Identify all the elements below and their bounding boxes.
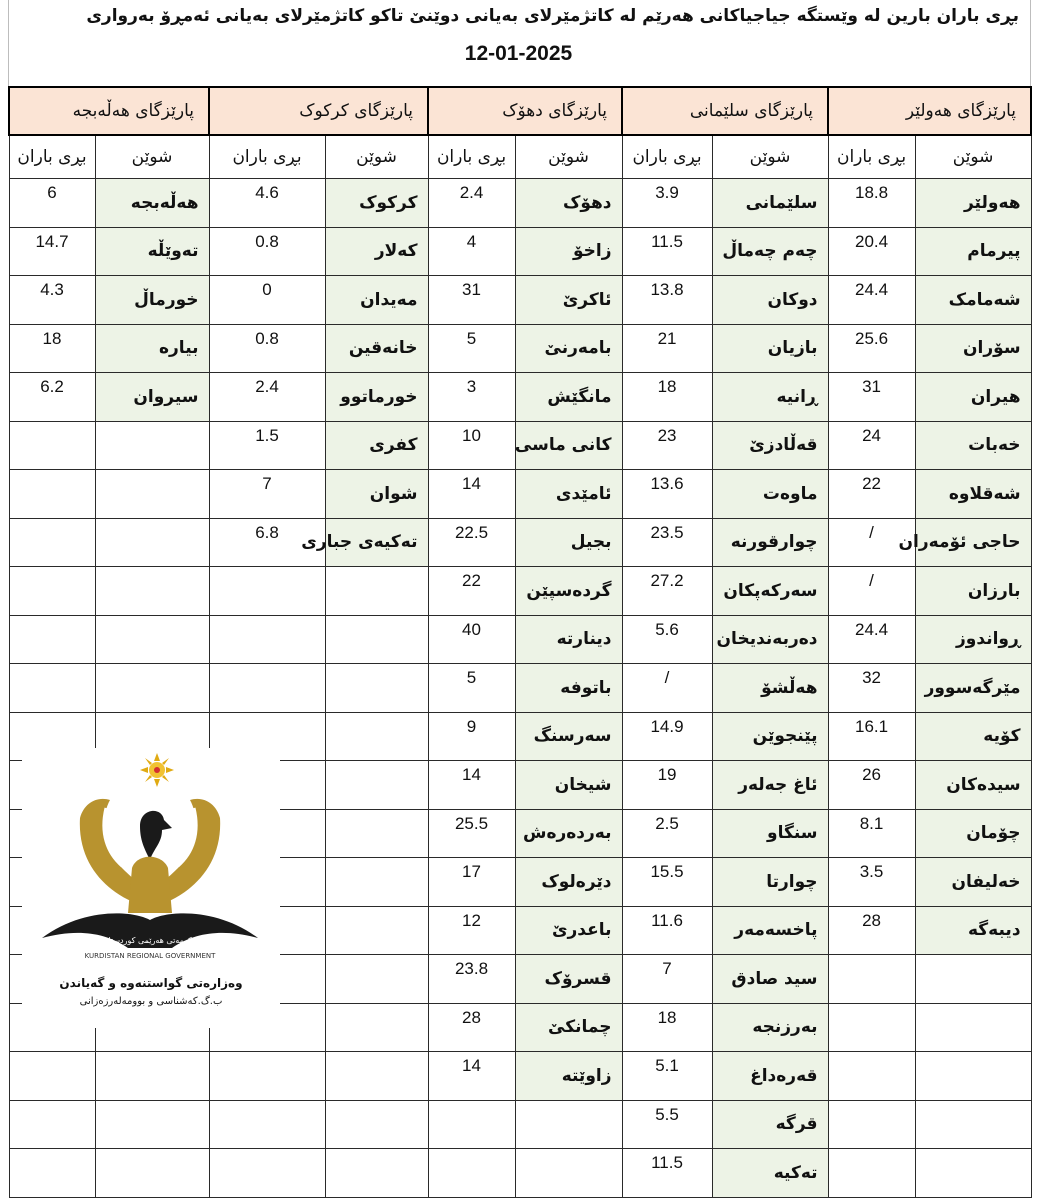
rainfall-value: 15.5 bbox=[622, 858, 712, 907]
empty-cell bbox=[95, 664, 209, 713]
station-name: چوارتا bbox=[712, 858, 828, 907]
empty-cell bbox=[325, 809, 428, 858]
rainfall-value: 28 bbox=[428, 1003, 515, 1052]
empty-cell bbox=[915, 1100, 1031, 1149]
empty-cell bbox=[915, 1149, 1031, 1198]
rainfall-value: / bbox=[828, 567, 915, 616]
station-name: زاخۆ bbox=[515, 227, 622, 276]
empty-cell bbox=[209, 1052, 325, 1101]
station-name: دێرەلوک bbox=[515, 858, 622, 907]
empty-cell bbox=[209, 1149, 325, 1198]
rainfall-value: 3 bbox=[428, 373, 515, 422]
station-name: سیدەکان bbox=[915, 761, 1031, 810]
empty-cell bbox=[95, 1100, 209, 1149]
empty-cell bbox=[828, 1003, 915, 1052]
rainfall-value: 40 bbox=[428, 615, 515, 664]
rainfall-value: 5 bbox=[428, 664, 515, 713]
rainfall-value: 18 bbox=[622, 373, 712, 422]
station-name: قەڵادزێ bbox=[712, 421, 828, 470]
station-name: تەکیەی جباری bbox=[325, 518, 428, 567]
table-row bbox=[9, 324, 1031, 373]
rainfall-value: 18 bbox=[9, 324, 95, 373]
station-name: باتوفە bbox=[515, 664, 622, 713]
rainfall-value: 12 bbox=[428, 906, 515, 955]
rainfall-value: 0.8 bbox=[209, 324, 325, 373]
station-name: مێرگەسوور bbox=[915, 664, 1031, 713]
station-name: هەڵەبجە bbox=[95, 179, 209, 228]
empty-cell bbox=[95, 470, 209, 519]
empty-cell bbox=[209, 567, 325, 616]
rainfall-value: 22.5 bbox=[428, 518, 515, 567]
province-header: پارێزگای هەڵەبجە bbox=[9, 87, 209, 135]
rainfall-value: 0.8 bbox=[209, 227, 325, 276]
rainfall-value: 32 bbox=[828, 664, 915, 713]
empty-cell bbox=[915, 1052, 1031, 1101]
report-date: 12-01-2025 bbox=[464, 42, 573, 65]
empty-cell bbox=[325, 712, 428, 761]
station-name: گردەسپێن bbox=[515, 567, 622, 616]
station-name: شەمامک bbox=[915, 276, 1031, 325]
table-row bbox=[9, 567, 1031, 616]
rainfall-value: 14.7 bbox=[9, 227, 95, 276]
station-name: کەلار bbox=[325, 227, 428, 276]
rainfall-value: 8.1 bbox=[828, 809, 915, 858]
station-name: دەربەندیخان bbox=[712, 615, 828, 664]
rainfall-value: / bbox=[828, 518, 915, 567]
rainfall-value: 0 bbox=[209, 276, 325, 325]
station-name: تەوێڵە bbox=[95, 227, 209, 276]
rainfall-value: 25.6 bbox=[828, 324, 915, 373]
logo-arc-text-en: KURDISTAN REGIONAL GOVERNMENT bbox=[84, 952, 216, 960]
table-row bbox=[9, 1052, 1031, 1101]
krg-logo bbox=[22, 748, 280, 1028]
amount-column-header: بڕی باران bbox=[9, 135, 95, 179]
rainfall-value: 14 bbox=[428, 470, 515, 519]
rainfall-value: 4.3 bbox=[9, 276, 95, 325]
empty-cell bbox=[828, 955, 915, 1004]
amount-column-header: بڕی باران bbox=[622, 135, 712, 179]
station-name: بامەرنێ bbox=[515, 324, 622, 373]
empty-cell bbox=[828, 1100, 915, 1149]
rainfall-value: 4.6 bbox=[209, 179, 325, 228]
amount-column-header: بڕی باران bbox=[428, 135, 515, 179]
empty-cell bbox=[325, 858, 428, 907]
station-name: خورماتوو bbox=[325, 373, 428, 422]
rainfall-table bbox=[8, 86, 1032, 1198]
empty-cell bbox=[325, 906, 428, 955]
empty-cell bbox=[325, 615, 428, 664]
station-name: چۆمان bbox=[915, 809, 1031, 858]
place-column-header: شوێن bbox=[515, 135, 622, 179]
department-name: ب.گ.کەشناسی و بوومەلەرزەزانی bbox=[79, 996, 223, 1007]
station-name: مەیدان bbox=[325, 276, 428, 325]
empty-cell bbox=[9, 1100, 95, 1149]
rainfall-value: 6.8 bbox=[209, 518, 325, 567]
empty-cell bbox=[325, 955, 428, 1004]
empty-cell bbox=[325, 1100, 428, 1149]
rainfall-value: 18 bbox=[622, 1003, 712, 1052]
rainfall-value: 2.4 bbox=[428, 179, 515, 228]
place-column-header: شوێن bbox=[325, 135, 428, 179]
station-name: پێنجوێن bbox=[712, 712, 828, 761]
empty-cell bbox=[9, 421, 95, 470]
station-name: بارزان bbox=[915, 567, 1031, 616]
station-name: حاجی ئۆمەران bbox=[915, 518, 1031, 567]
rainfall-value: 23.8 bbox=[428, 955, 515, 1004]
rainfall-value: 5.1 bbox=[622, 1052, 712, 1101]
station-name: پیرمام bbox=[915, 227, 1031, 276]
empty-cell bbox=[325, 1149, 428, 1198]
station-name: چەم چەماڵ bbox=[712, 227, 828, 276]
province-header: پارێزگای سلێمانی bbox=[622, 87, 828, 135]
rainfall-value: 11.5 bbox=[622, 1149, 712, 1198]
rainfall-value: 6 bbox=[9, 179, 95, 228]
ministry-name: وەزارەتی گواستنەوە و گەیاندن bbox=[59, 976, 243, 990]
empty-cell bbox=[9, 518, 95, 567]
page-title: بڕی باران بارین لە وێستگە جیاجیاکانی هەرێم لە کاتژمێرلای بەیانی دوێنێ تاکو کاتژمێرلای بەیانی ئەمڕۆ بەرواری bbox=[86, 6, 1019, 26]
station-name: خورماڵ bbox=[95, 276, 209, 325]
rainfall-value: 5.6 bbox=[622, 615, 712, 664]
empty-cell bbox=[95, 1052, 209, 1101]
station-name: تەکیە bbox=[712, 1149, 828, 1198]
station-name: دینارتە bbox=[515, 615, 622, 664]
table-row bbox=[9, 470, 1031, 519]
empty-cell bbox=[428, 1149, 515, 1198]
table-row bbox=[9, 615, 1031, 664]
empty-cell bbox=[9, 1052, 95, 1101]
station-name: سەرسنگ bbox=[515, 712, 622, 761]
province-header: پارێزگای کرکوک bbox=[209, 87, 428, 135]
empty-cell bbox=[325, 567, 428, 616]
place-column-header: شوێن bbox=[95, 135, 209, 179]
rainfall-value: / bbox=[622, 664, 712, 713]
rainfall-value: 21 bbox=[622, 324, 712, 373]
empty-cell bbox=[95, 615, 209, 664]
province-header: پارێزگای هەولێر bbox=[828, 87, 1031, 135]
rainfall-value: 22 bbox=[428, 567, 515, 616]
station-name: بجیل bbox=[515, 518, 622, 567]
province-header: پارێزگای دهۆک bbox=[428, 87, 622, 135]
place-column-header: شوێن bbox=[915, 135, 1031, 179]
station-name: بیارە bbox=[95, 324, 209, 373]
station-name: سلێمانی bbox=[712, 179, 828, 228]
rainfall-value: 24.4 bbox=[828, 276, 915, 325]
empty-cell bbox=[828, 1052, 915, 1101]
station-name: چمانکێ bbox=[515, 1003, 622, 1052]
station-name: ئامێدی bbox=[515, 470, 622, 519]
rainfall-value: 14 bbox=[428, 761, 515, 810]
empty-cell bbox=[95, 1149, 209, 1198]
empty-cell bbox=[325, 664, 428, 713]
empty-cell bbox=[209, 1100, 325, 1149]
rainfall-value: 13.8 bbox=[622, 276, 712, 325]
empty-cell bbox=[95, 518, 209, 567]
station-name: سید صادق bbox=[712, 955, 828, 1004]
station-name: پاخسەمەر bbox=[712, 906, 828, 955]
rainfall-value: 17 bbox=[428, 858, 515, 907]
rainfall-value: 11.6 bbox=[622, 906, 712, 955]
rainfall-value: 2.4 bbox=[209, 373, 325, 422]
amount-column-header: بڕی باران bbox=[209, 135, 325, 179]
station-name: خانەقین bbox=[325, 324, 428, 373]
station-name: کفری bbox=[325, 421, 428, 470]
table-row bbox=[9, 373, 1031, 422]
station-name: ئاغ جەلەر bbox=[712, 761, 828, 810]
empty-cell bbox=[325, 1003, 428, 1052]
column-header-row bbox=[9, 135, 1031, 179]
station-name: بەردەرەش bbox=[515, 809, 622, 858]
empty-cell bbox=[9, 567, 95, 616]
station-name: هەولێر bbox=[915, 179, 1031, 228]
station-name: ئاکرێ bbox=[515, 276, 622, 325]
station-name: سنگاو bbox=[712, 809, 828, 858]
empty-cell bbox=[915, 955, 1031, 1004]
station-name: ڕواندوز bbox=[915, 615, 1031, 664]
station-name: مانگێش bbox=[515, 373, 622, 422]
empty-cell bbox=[915, 1003, 1031, 1052]
empty-cell bbox=[515, 1149, 622, 1198]
rainfall-value: 7 bbox=[622, 955, 712, 1004]
rainfall-value: 7 bbox=[209, 470, 325, 519]
rainfall-value: 31 bbox=[828, 373, 915, 422]
rainfall-value: 22 bbox=[828, 470, 915, 519]
rainfall-value: 27.2 bbox=[622, 567, 712, 616]
station-name: ماوەت bbox=[712, 470, 828, 519]
province-header-row bbox=[9, 87, 1031, 135]
empty-cell bbox=[828, 1149, 915, 1198]
station-name: کۆیە bbox=[915, 712, 1031, 761]
rainfall-value: 13.6 bbox=[622, 470, 712, 519]
table-row bbox=[9, 1149, 1031, 1198]
station-name: خەبات bbox=[915, 421, 1031, 470]
station-name: سەرکەپکان bbox=[712, 567, 828, 616]
station-name: دوکان bbox=[712, 276, 828, 325]
rainfall-value: 3.5 bbox=[828, 858, 915, 907]
station-name: هیران bbox=[915, 373, 1031, 422]
station-name: کرکوک bbox=[325, 179, 428, 228]
station-name: باعدرێ bbox=[515, 906, 622, 955]
rainfall-value: 3.9 bbox=[622, 179, 712, 228]
station-name: ڕانیە bbox=[712, 373, 828, 422]
station-name: قرگە bbox=[712, 1100, 828, 1149]
table-row bbox=[9, 664, 1031, 713]
table-row bbox=[9, 227, 1031, 276]
rainfall-value: 24 bbox=[828, 421, 915, 470]
station-name: شەقلاوە bbox=[915, 470, 1031, 519]
table-row bbox=[9, 421, 1031, 470]
empty-cell bbox=[95, 567, 209, 616]
rainfall-value: 24.4 bbox=[828, 615, 915, 664]
empty-cell bbox=[325, 761, 428, 810]
rainfall-value: 2.5 bbox=[622, 809, 712, 858]
station-name: چوارقورنە bbox=[712, 518, 828, 567]
rainfall-value: 31 bbox=[428, 276, 515, 325]
empty-cell bbox=[9, 615, 95, 664]
station-name: زاوێتە bbox=[515, 1052, 622, 1101]
rainfall-value: 20.4 bbox=[828, 227, 915, 276]
station-name: بازیان bbox=[712, 324, 828, 373]
rainfall-value: 14.9 bbox=[622, 712, 712, 761]
rainfall-value: 9 bbox=[428, 712, 515, 761]
rainfall-value: 5.5 bbox=[622, 1100, 712, 1149]
table-row bbox=[9, 179, 1031, 228]
rainfall-value: 5 bbox=[428, 324, 515, 373]
station-name: شوان bbox=[325, 470, 428, 519]
rainfall-value: 23 bbox=[622, 421, 712, 470]
logo-arc-text: حکومەتی هەرێمی کوردستان bbox=[102, 936, 198, 945]
rainfall-value: 25.5 bbox=[428, 809, 515, 858]
rainfall-value: 1.5 bbox=[209, 421, 325, 470]
empty-cell bbox=[9, 470, 95, 519]
table-row bbox=[9, 276, 1031, 325]
place-column-header: شوێن bbox=[712, 135, 828, 179]
rainfall-value: 11.5 bbox=[622, 227, 712, 276]
empty-cell bbox=[428, 1100, 515, 1149]
station-name: سیروان bbox=[95, 373, 209, 422]
empty-cell bbox=[9, 664, 95, 713]
station-name: هەڵشۆ bbox=[712, 664, 828, 713]
station-name: کانی ماسی bbox=[515, 421, 622, 470]
empty-cell bbox=[9, 1149, 95, 1198]
station-name: قسرۆک bbox=[515, 955, 622, 1004]
station-name: قەرەداغ bbox=[712, 1052, 828, 1101]
eagle-emblem-icon bbox=[22, 748, 280, 973]
rainfall-value: 4 bbox=[428, 227, 515, 276]
rainfall-value: 10 bbox=[428, 421, 515, 470]
station-name: شیخان bbox=[515, 761, 622, 810]
empty-cell bbox=[209, 664, 325, 713]
rainfall-value: 23.5 bbox=[622, 518, 712, 567]
rainfall-value: 14 bbox=[428, 1052, 515, 1101]
rainfall-value: 16.1 bbox=[828, 712, 915, 761]
empty-cell bbox=[325, 1052, 428, 1101]
rainfall-value: 18.8 bbox=[828, 179, 915, 228]
rainfall-value: 19 bbox=[622, 761, 712, 810]
empty-cell bbox=[515, 1100, 622, 1149]
rainfall-value: 28 bbox=[828, 906, 915, 955]
amount-column-header: بڕی باران bbox=[828, 135, 915, 179]
table-row bbox=[9, 518, 1031, 567]
station-name: خەلیفان bbox=[915, 858, 1031, 907]
station-name: دیبەگە bbox=[915, 906, 1031, 955]
rainfall-value: 6.2 bbox=[9, 373, 95, 422]
empty-cell bbox=[95, 421, 209, 470]
table-row bbox=[9, 1100, 1031, 1149]
empty-cell bbox=[209, 615, 325, 664]
station-name: دهۆک bbox=[515, 179, 622, 228]
station-name: سۆران bbox=[915, 324, 1031, 373]
rainfall-value: 26 bbox=[828, 761, 915, 810]
station-name: بەرزنجە bbox=[712, 1003, 828, 1052]
